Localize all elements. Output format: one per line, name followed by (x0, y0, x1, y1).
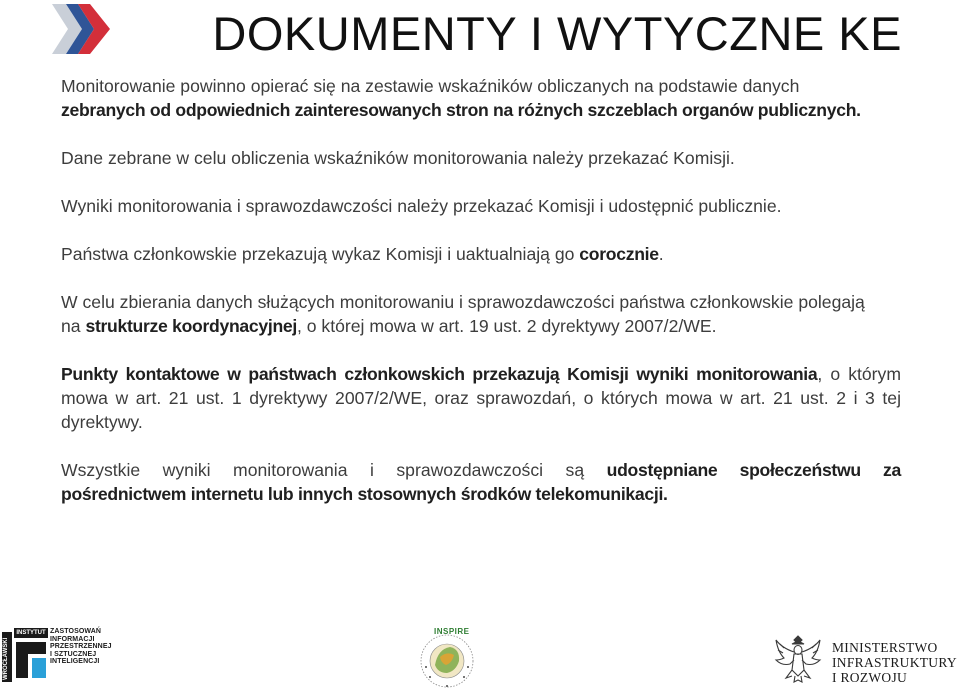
paragraph-text: Dane zebrane w celu obliczenia wskaźników monitorowania należy przekazać Komisji. (61, 148, 735, 168)
paragraph-bold-text: pośrednictwem internetu lub innych stosownych środków telekomunikacji. (61, 484, 668, 504)
paragraph-line (61, 458, 901, 482)
paragraph-bold-text: Punkty kontaktowe w państwach członkowskich przekazują Komisji wyniki monitorowania (61, 364, 818, 384)
paragraph-contact-points (61, 362, 901, 434)
institute-line: INFORMACJI (50, 635, 95, 643)
paragraph-text: . (658, 244, 664, 264)
institute-vertical-bar (2, 632, 12, 682)
paragraph-text: na (61, 316, 86, 336)
paragraph-data-transfer (61, 146, 901, 170)
institute-line: INTELIGENCJI (50, 658, 100, 666)
ministry-line: I ROZWOJU (832, 670, 908, 685)
paragraph-text: dyrektywy. (61, 412, 143, 432)
paragraph-bold-text: strukturze koordynacyjnej (85, 316, 297, 336)
paragraph-text: Monitorowanie powinno opierać się na zestawie wskaźników obliczanych na podstawie danych (61, 76, 800, 96)
institute-vertical-label: WROCŁAWSKI (3, 637, 9, 680)
paragraph-text: Państwa członkowskie przekazują wykaz Komisji i uaktualniają go (61, 244, 580, 264)
paragraph-bold-text: corocznie (579, 244, 659, 264)
ministry-line: INFRASTRUKTURY (832, 655, 957, 670)
paragraph-text: mowa w art. 21 ust. 1 dyrektywy 2007/2/WE, oraz sprawozdań, o których mowa w art. 21 ust. 2 i 3 tej (61, 388, 901, 408)
eagle-emblem-icon (770, 630, 826, 686)
paragraph-text: Wszystkie wyniki monitorowania i sprawozdawczości są (61, 460, 607, 480)
institute-mark-icon (14, 640, 48, 680)
ministry-line: MINISTERSTWO (832, 640, 938, 655)
page-title: DOKUMENTY I WYTYCZNE KE (212, 7, 902, 60)
paragraph-line (61, 362, 901, 386)
ministry-name (832, 640, 957, 685)
institute-label: INSTYTUT (14, 628, 48, 638)
paragraph-monitoring-basis (61, 74, 901, 122)
chevron-logo-icon (52, 4, 114, 54)
institute-line: PRZESTRZENNEJ (50, 643, 112, 651)
paragraph-text: , o której mowa w art. 19 ust. 2 dyrektywy 2007/2/WE. (296, 316, 717, 336)
inspire-seal (414, 625, 480, 689)
paragraph-bold-text: udostępniane społeczeństwu za (606, 460, 902, 480)
institute-logo (0, 628, 120, 684)
institute-name (50, 628, 112, 666)
paragraph-annual-list (61, 242, 901, 266)
paragraph-text: Wyniki monitorowania i sprawozdawczości należy przekazać Komisji i udostępnić publicznie. (61, 196, 782, 216)
paragraph-coordination-structure (61, 290, 901, 338)
institute-line: I SZTUCZNEJ (50, 650, 97, 658)
paragraph-public-availability (61, 458, 901, 506)
inspire-label: INSPIRE (434, 627, 470, 636)
ministry-logo (770, 630, 960, 686)
institute-line: ZASTOSOWAŃ (50, 628, 102, 635)
paragraph-text: W celu zbierania danych służących monitorowaniu i sprawozdawczości państwa członkowskie polegają (61, 292, 865, 312)
paragraph-bold-text: zebranych od odpowiednich zainteresowanych stron na różnych szczeblach organów publicznych. (61, 100, 861, 120)
main-content (61, 74, 901, 530)
paragraph-text: , o którym (817, 364, 901, 384)
paragraph-results-publication (61, 194, 901, 218)
